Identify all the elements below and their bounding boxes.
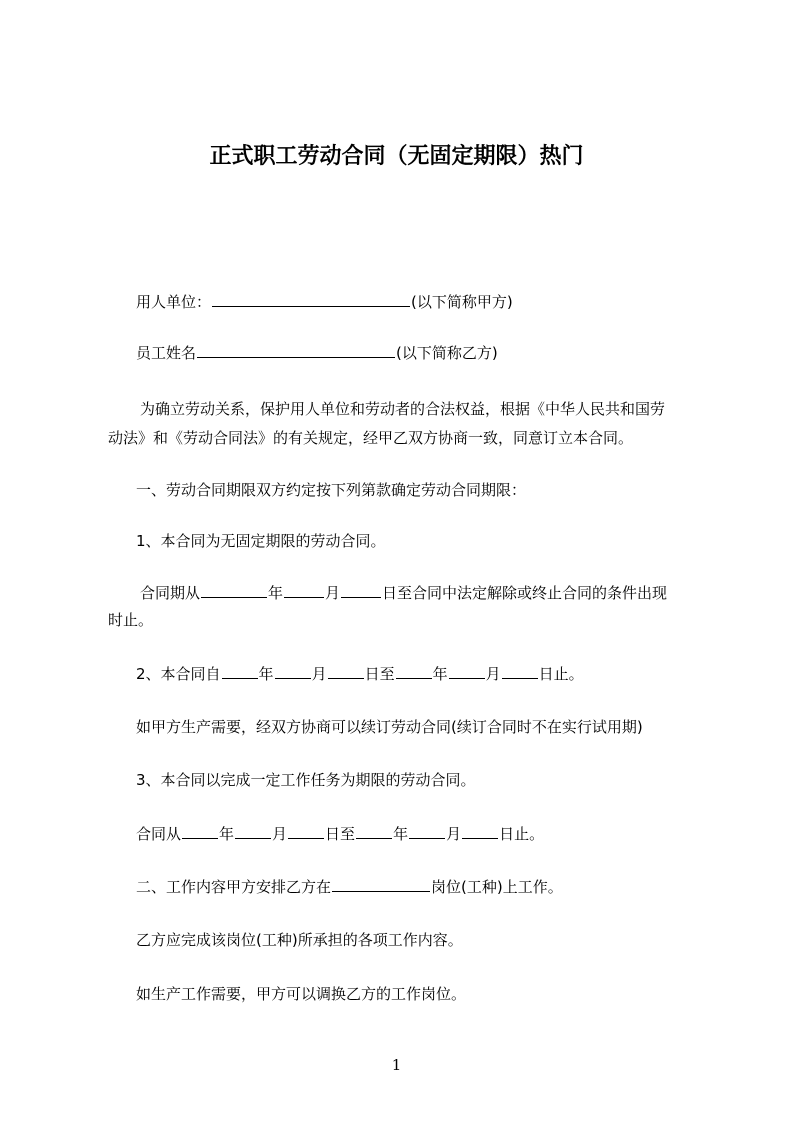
renewal-clause: 如甲方生产需要，经双方协商可以续订劳动合同(续订合同时不在实行试用期): [136, 718, 643, 736]
employee-blank[interactable]: [197, 343, 395, 358]
item2-start-month-label: 月: [311, 665, 327, 683]
item3-start-day-blank[interactable]: [288, 824, 324, 839]
item2-end-month-label: 月: [485, 665, 501, 683]
page-number: 1: [391, 1056, 402, 1074]
position-blank[interactable]: [332, 877, 430, 892]
item2-start-year-blank[interactable]: [222, 664, 258, 679]
item3-to-label: 日至: [325, 825, 356, 843]
transfer-clause: 如生产工作需要，甲方可以调换乙方的工作岗位。: [136, 985, 467, 1003]
item2-prefix: 2、本合同自: [136, 665, 221, 683]
item1-day-blank[interactable]: [341, 583, 381, 598]
employer-line: [136, 290, 513, 314]
section2-heading: [136, 875, 563, 899]
item1-period-line2: 时止。: [108, 611, 154, 629]
item3-period-line: [136, 822, 544, 846]
item3-end-year-blank[interactable]: [356, 824, 392, 839]
employer-label: 用人单位：: [136, 293, 212, 311]
document-title: 正式职工劳动合同（无固定期限）热门: [209, 144, 584, 169]
item2-end-day-blank[interactable]: [502, 664, 538, 679]
section2-suffix: 岗位(工种)上工作。: [431, 878, 563, 896]
item3-end-month-blank[interactable]: [409, 824, 445, 839]
item1-year-blank[interactable]: [201, 583, 267, 598]
item1-year-label: 年: [268, 584, 284, 602]
item2-start-year-label: 年: [258, 665, 274, 683]
item3-start-year-blank[interactable]: [182, 824, 218, 839]
item2-to-label: 日至: [364, 665, 395, 683]
employee-label: 员工姓名: [136, 344, 197, 362]
item2-end-label: 日止。: [538, 665, 584, 683]
employer-blank[interactable]: [212, 292, 410, 307]
employee-line: [136, 341, 498, 365]
item2-start-month-blank[interactable]: [275, 664, 311, 679]
item1: 1、本合同为无固定期限的劳动合同。: [136, 532, 386, 550]
intro-paragraph: [108, 397, 716, 450]
item1-period-tail: 日至合同中法定解除或终止合同的条件出现: [382, 584, 668, 602]
item1-period-prefix: 合同期从: [140, 584, 201, 602]
item2-end-month-blank[interactable]: [449, 664, 485, 679]
employer-suffix: (以下简称甲方): [411, 293, 513, 311]
intro-line-1: 为确立劳动关系，保护用人单位和劳动者的合法权益，根据《中华人民共和国劳: [140, 400, 666, 418]
item2-end-year-blank[interactable]: [396, 664, 432, 679]
item1-month-label: 月: [325, 584, 341, 602]
item3: 3、本合同以完成一定工作任务为期限的劳动合同。: [136, 771, 476, 789]
item3-end-year-label: 年: [393, 825, 409, 843]
item3-period-prefix: 合同从: [136, 825, 182, 843]
item3-start-month-label: 月: [272, 825, 288, 843]
item3-end-month-label: 月: [446, 825, 462, 843]
item2-end-year-label: 年: [432, 665, 448, 683]
section1-heading: 一、劳动合同期限双方约定按下列第款确定劳动合同期限：: [136, 481, 527, 499]
item1-month-blank[interactable]: [284, 583, 324, 598]
employee-suffix: (以下简称乙方): [396, 344, 498, 362]
item3-end-day-blank[interactable]: [462, 824, 498, 839]
section2-prefix: 二、工作内容甲方安排乙方在: [136, 878, 332, 896]
item3-start-year-label: 年: [219, 825, 235, 843]
item2-start-day-blank[interactable]: [328, 664, 364, 679]
item2-line: [136, 662, 584, 686]
item3-start-month-blank[interactable]: [235, 824, 271, 839]
intro-line-2: 动法》和《劳动合同法》的有关规定，经甲乙双方协商一致，同意订立本合同。: [108, 429, 634, 447]
item3-end-label: 日止。: [499, 825, 545, 843]
duty-clause: 乙方应完成该岗位(工种)所承担的各项工作内容。: [136, 931, 463, 949]
item1-period-line: [140, 581, 667, 605]
